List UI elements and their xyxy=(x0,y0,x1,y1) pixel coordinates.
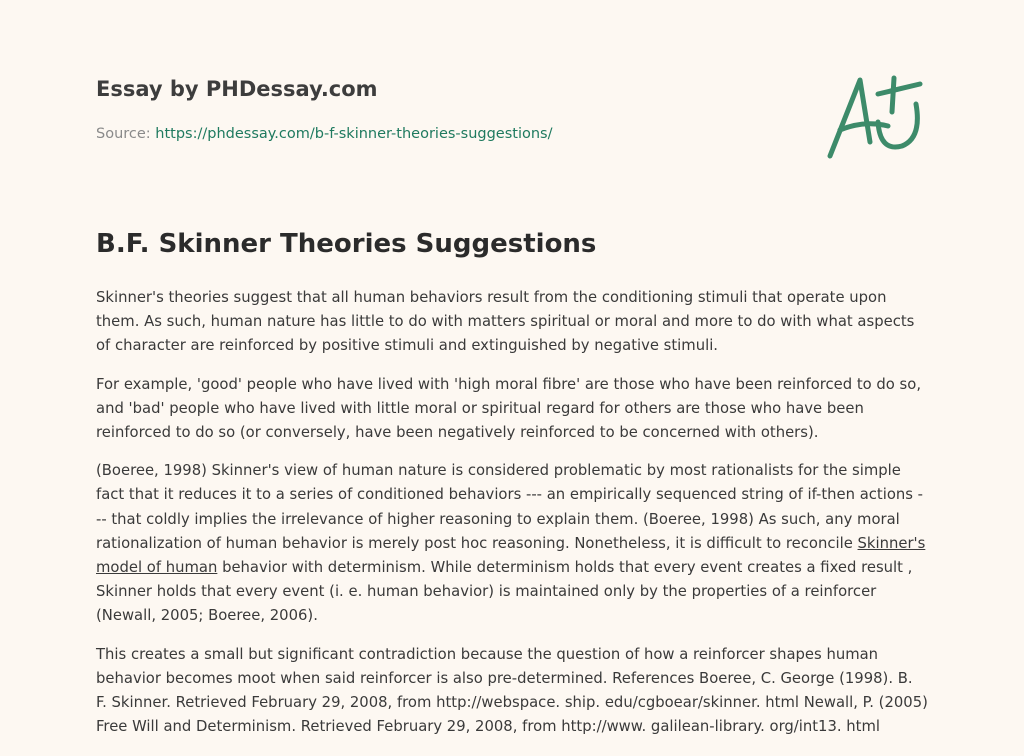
site-brand: Essay by PHDessay.com xyxy=(96,77,378,101)
essay-title: B.F. Skinner Theories Suggestions xyxy=(96,229,597,259)
source-line xyxy=(96,124,796,144)
paragraph-4: This creates a small but significant contradiction because the question of how a reinforcer shapes human behavior becomes moot when said reinforcer is also pre-determined. References Boeree, C. George (1998). B. F. Skinner. Retrieved February 29, 2008, from http://webspace. ship. edu/cgboear/skinner. html Newall, P. (2005) Free Will and Determinism. Retrieved February 29, 2008, from http://www. galilean-library. org/int13. html xyxy=(96,645,928,736)
essay-body xyxy=(96,286,928,753)
paragraph-3 xyxy=(96,459,928,628)
paragraph-2: For example, 'good' people who have lived with 'high moral fibre' are those who have been reinforced to do so, and 'bad' people who have lived with little moral or spiritual regard for others are those who have been reinforced to do so (or conversely, have been negatively reinforced to be concerned with others). xyxy=(96,375,922,442)
site-header xyxy=(96,74,796,144)
skinner-model-link[interactable]: Skinner's model of human xyxy=(96,534,926,577)
a-plus-grade-logo-icon xyxy=(822,68,928,164)
paragraph-3-text-start: (Boeree, 1998) Skinner's view of human nature is considered problematic by most rationalists for the simple fact that it reduces it to a series of conditioned behaviors --- an empirically sequenced string of if-then actions --- that coldly implies the irrelevance of higher reasoning to explain them. (Boeree, 1998) As such, any moral rationalization of human behavior is merely post hoc reasoning. Nonetheless, it is difficult to reconcile xyxy=(96,462,924,552)
source-label: Source: xyxy=(96,126,151,142)
source-link[interactable]: https://phdessay.com/b-f-skinner-theories-suggestions/ xyxy=(155,126,553,142)
paragraph-3-text-end: behavior with determinism. While determinism holds that every event creates a fixed result , Skinner holds that every event (i. e. human behavior) is maintained only by the properties of a reinforcer (Newall, 2005; Boeree, 2006). xyxy=(96,559,913,625)
paragraph-1: Skinner's theories suggest that all human behaviors result from the conditioning stimuli that operate upon them. As such, human nature has little to do with matters spiritual or moral and more to do with what aspects of character are reinforced by positive stimuli and extinguished by negative stimuli. xyxy=(96,289,915,355)
